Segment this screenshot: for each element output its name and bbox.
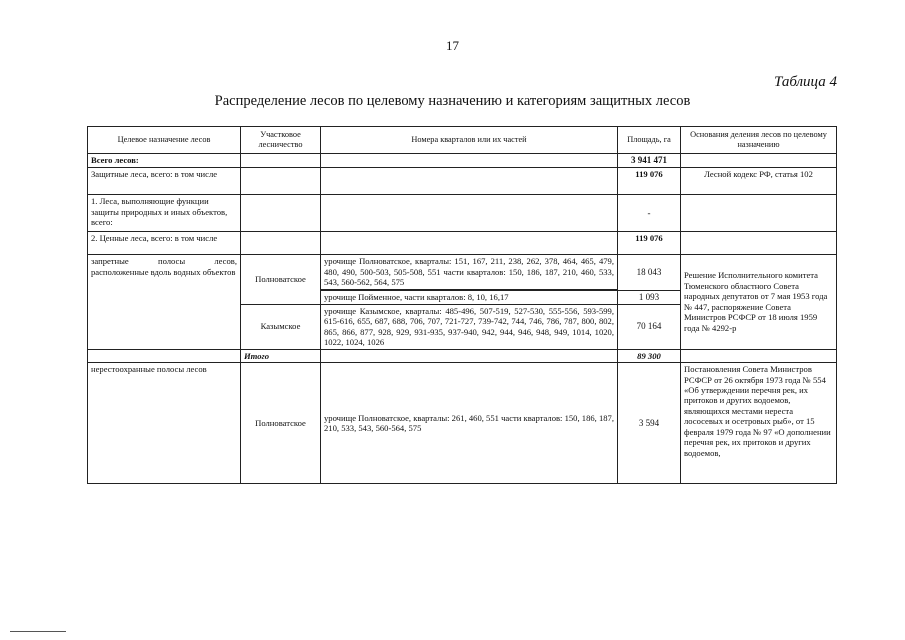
banned-forestry-polnovatskoe: Полноватское bbox=[241, 255, 321, 304]
total-area: 3 941 471 bbox=[618, 154, 681, 168]
banned-area-poymennoe: 1 093 bbox=[618, 290, 681, 304]
total-purpose: Всего лесов: bbox=[88, 154, 241, 168]
functions-area: - bbox=[618, 195, 681, 232]
protective-purpose: Защитные леса, всего: в том числе bbox=[88, 168, 241, 195]
valuable-area: 119 076 bbox=[618, 232, 681, 255]
banned-basis: Решение Исполнительного комитета Тюменского областного Совета народных депутатов от 7 мая 1953 года № 447, распоряжение Совета Министров РСФСР от 18 июля 1959 года № 4292-р bbox=[681, 255, 837, 349]
subtotal-area: 89 300 bbox=[618, 349, 681, 362]
banned-area-kazymskoe: 70 164 bbox=[618, 304, 681, 349]
spawning-basis: Постановления Совета Министров РСФСР от 26 октября 1973 года № 554 «Об утверждении перечня рек, их притоков и других водоемов, являющихся местами нереста лососевых и осетровых рыб», от 15 февраля 1979 года № 97 «О дополнении перечня рек, их притоков и других водоемов, bbox=[681, 363, 837, 484]
header-purpose: Целевое назначение лесов bbox=[88, 127, 241, 154]
header-area: Площадь, га bbox=[618, 127, 681, 154]
banned-quarters-polnovatskoe: урочище Полноватское, кварталы: 151, 167, 211, 238, 262, 378, 464, 465, 479, 480, 490, 500-503, 505-508, 551 части кварталов: 150, 186, 187, 210, 460, 533, 543, 560-562, 564, 575 bbox=[321, 255, 617, 289]
header-quarters: Номера кварталов или их частей bbox=[321, 127, 618, 154]
table-row-functions bbox=[88, 195, 837, 232]
footer-rule bbox=[10, 631, 66, 632]
document-title: Распределение лесов по целевому назначению и категориям защитных лесов bbox=[214, 93, 691, 109]
functions-purpose: 1. Леса, выполняющие функции защиты природных и иных объектов, всего: bbox=[88, 195, 241, 232]
protective-area: 119 076 bbox=[618, 168, 681, 195]
page-number: 17 bbox=[446, 38, 459, 53]
spawning-purpose: нерестоохранные полосы лесов bbox=[88, 363, 241, 484]
header-basis: Основания деления лесов по целевому назначению bbox=[681, 127, 837, 154]
table-row-spawning-strips bbox=[88, 363, 837, 484]
table-row-subtotal bbox=[88, 349, 837, 362]
banned-quarters-kazymskoe: урочище Казымское, кварталы: 485-496, 507-519, 527-530, 555-556, 593-599, 615-616, 655, 687, 688, 706, 707, 721-727, 739-742, 744, 746, 786, 787, 800, 802, 865, 866, 877, 928, 929, 931-935, 937-940, 942, 944, 946, 948, 949, 1014, 1020, 1022, 1024, 1026 bbox=[321, 304, 618, 349]
table-row-banned-strips-a bbox=[88, 255, 837, 290]
forest-distribution-table bbox=[87, 126, 837, 484]
table-label: Таблица 4 bbox=[774, 74, 837, 90]
banned-area-polnovatskoe: 18 043 bbox=[618, 255, 681, 290]
spawning-quarters: урочище Полноватское, кварталы: 261, 460, 551 части кварталов: 150, 186, 187, 210, 533, 543, 560-564, 575 bbox=[321, 363, 618, 484]
valuable-purpose: 2. Ценные леса, всего: в том числе bbox=[88, 232, 241, 255]
banned-quarters-poymennoe: урочище Пойменное, части кварталов: 8, 10, 16,17 bbox=[321, 290, 618, 304]
spawning-forestry: Полноватское bbox=[241, 363, 321, 484]
subtotal-label: Итого bbox=[241, 349, 321, 362]
table-row-total bbox=[88, 154, 837, 168]
protective-basis: Лесной кодекс РФ, статья 102 bbox=[681, 168, 837, 195]
table-header-row bbox=[88, 127, 837, 154]
table-row-protective bbox=[88, 168, 837, 195]
banned-forestry-kazymskoe: Казымское bbox=[241, 304, 321, 349]
table-row-valuable bbox=[88, 232, 837, 255]
header-forestry: Участковое лесничество bbox=[241, 127, 321, 154]
banned-purpose: запретные полосы лесов, расположенные вдоль водных объектов bbox=[88, 255, 241, 349]
spawning-area: 3 594 bbox=[618, 363, 681, 484]
